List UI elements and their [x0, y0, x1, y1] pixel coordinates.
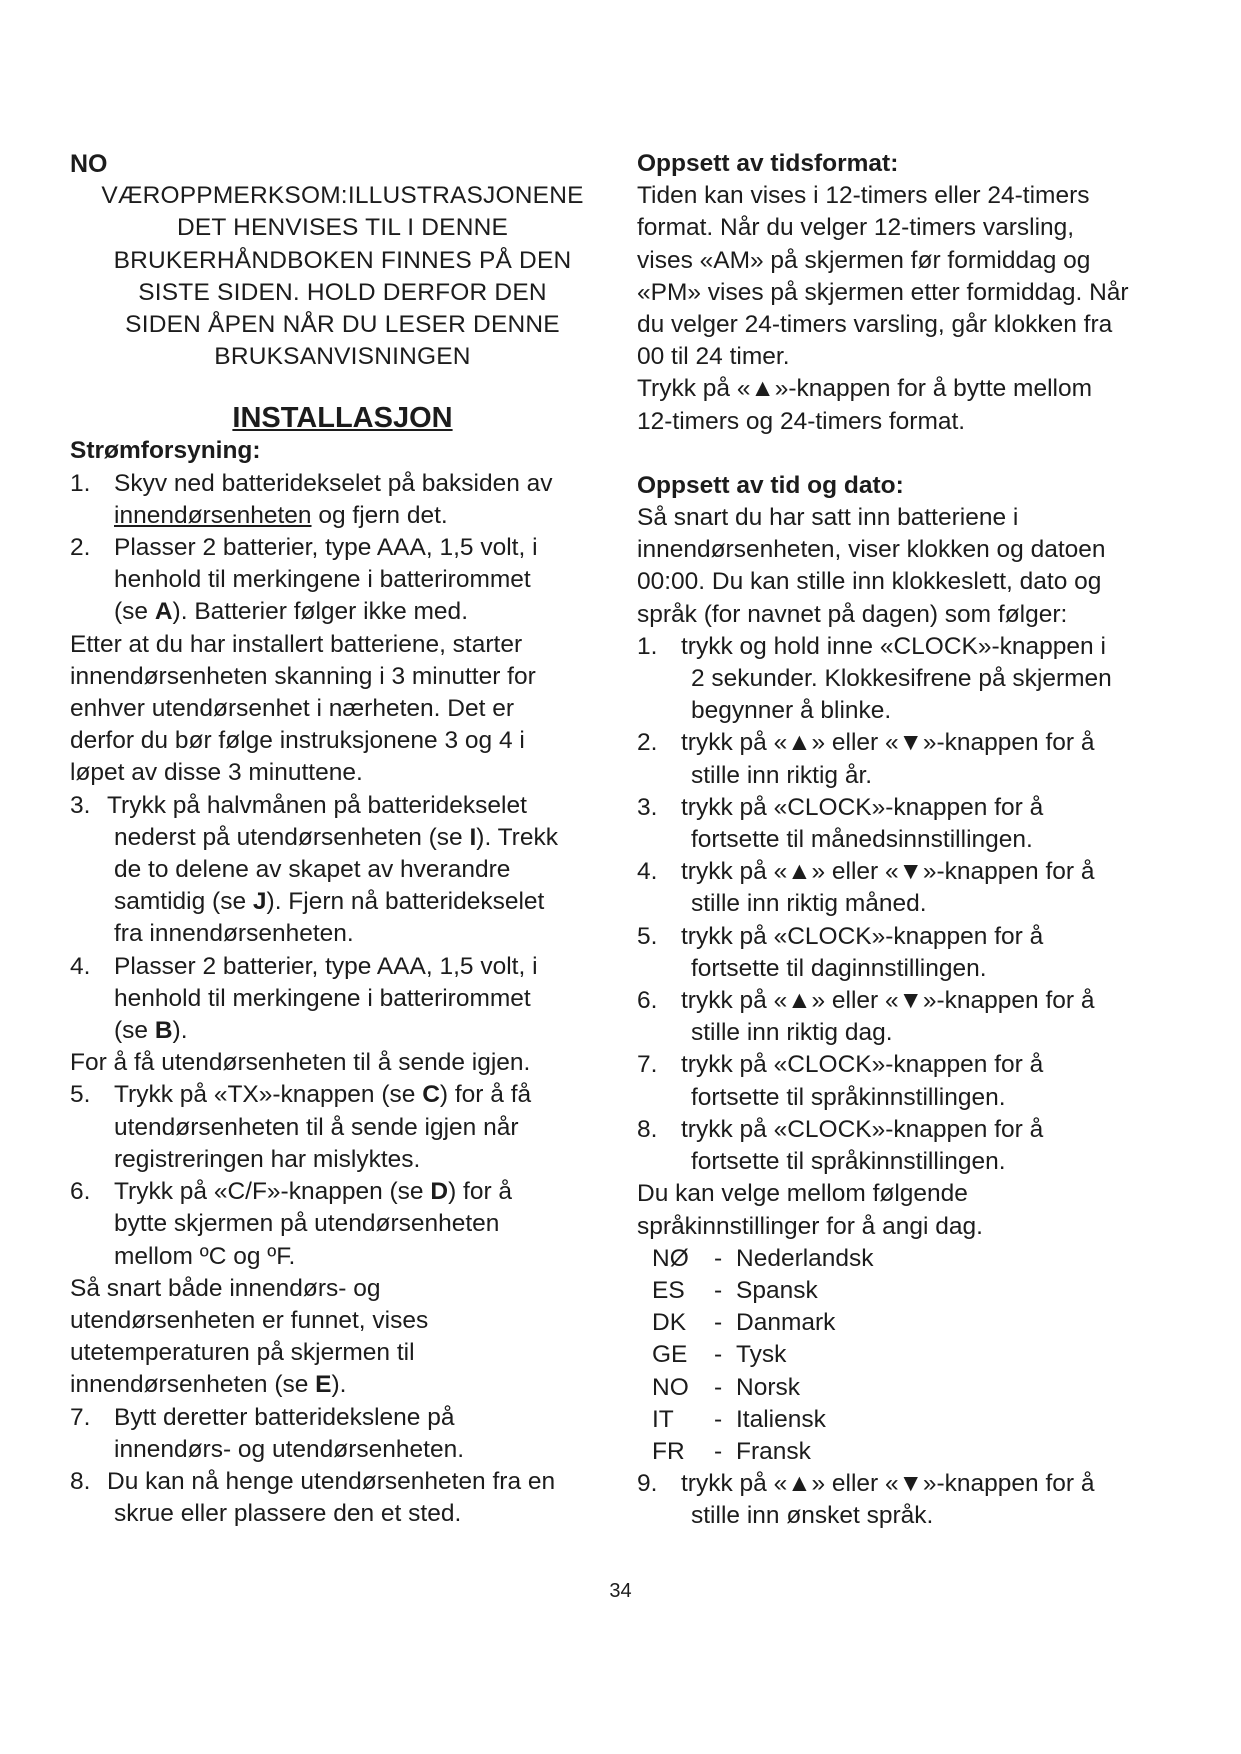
figure-ref: C	[422, 1081, 440, 1109]
separator: -	[714, 1276, 723, 1304]
language-intro: Du kan velge mellom følgende språkinnstillinger for å angi dag.	[637, 1180, 983, 1240]
section-title: INSTALLASJON	[232, 402, 453, 435]
figure-ref: E	[315, 1371, 332, 1399]
step-number: 8.	[637, 1115, 658, 1143]
step-4: 4. Plasser 2 batterier, type AAA, 1,5 volt, i henhold til merkingene i batterirommet (se B).	[70, 951, 615, 1048]
warning-line: DET HENVISES TIL I DENNE	[176, 214, 509, 242]
step-8-continuation: skrue eller plassere den et sted.	[114, 1500, 462, 1528]
step-line: Plasser 2 batterier, type AAA, 1,5 volt, i	[114, 534, 538, 562]
step-7: 7. Bytt deretter batteridekslene på innendørs- og utendørsenheten.	[70, 1402, 615, 1466]
warning-line: BRUKERHÅNDBOKEN FINNES PÅ DEN	[113, 246, 572, 274]
step-line: trykk på «▲» eller «▼»-knappen for å	[681, 987, 1095, 1015]
step-line: henhold til merkingene i batterirommet	[114, 566, 531, 594]
step-number: 4.	[70, 952, 91, 980]
language-code: DK	[652, 1309, 687, 1337]
step-line: trykk på «▲» eller «▼»-knappen for å	[681, 858, 1095, 886]
step-number: 9.	[637, 1470, 658, 1498]
step-8: 8. Du kan nå henge utendørsenheten fra en	[70, 1466, 615, 1498]
clock-step	[637, 792, 1197, 856]
step-number: 6.	[637, 987, 658, 1015]
separator: -	[714, 1244, 723, 1272]
language-row	[637, 1275, 1197, 1307]
step-number: 3.	[70, 791, 91, 819]
step-line: fortsette til daginnstillingen.	[691, 954, 987, 982]
clock-step	[637, 1114, 1197, 1178]
step-line: trykk på «CLOCK»-knappen for å	[681, 793, 1044, 821]
step-3-continuation: nederst på utendørsenheten (se I). Trekk de to delene av skapet av hverandre samtidig (se J). Fjern nå batteridekselet fra innendørsenheten.	[114, 823, 558, 948]
figure-ref: B	[154, 1017, 173, 1045]
clock-step	[637, 727, 1197, 791]
step-line: fortsette til månedsinnstillingen.	[691, 826, 1033, 854]
step-6: 6. Trykk på «C/F»-knappen (se D) for å bytte skjermen på utendørsenheten mellom ºC og ºF.	[70, 1176, 615, 1273]
language-name: Tysk	[736, 1341, 787, 1369]
language-code: IT	[652, 1405, 674, 1433]
language-name: Nederlandsk	[736, 1244, 874, 1272]
language-code: GE	[652, 1341, 688, 1369]
warning-line: SIDEN ÅPEN NÅR DU LESER DENNE	[125, 311, 560, 339]
separator: -	[714, 1373, 723, 1401]
separator: -	[714, 1341, 723, 1369]
language-name: Danmark	[736, 1309, 836, 1337]
language-row	[637, 1307, 1197, 1339]
paragraph-scan: Etter at du har installert batteriene, starter innendørsenheten skanning i 3 minutter for enhver utendørsenhet i nærheten. Det er derfor du bør følge instruksjonene 3 og 4 i løpet av disse 3 minuttene.	[70, 630, 536, 787]
power-supply-heading: Strømforsyning:	[70, 437, 261, 465]
language-row	[637, 1372, 1197, 1404]
separator: -	[714, 1437, 723, 1465]
page-number: 34	[609, 1580, 632, 1602]
step-line: innendørsenheten og fjern det.	[114, 501, 448, 529]
step-line: trykk på «CLOCK»-knappen for å	[681, 1115, 1044, 1143]
time-date-paragraph: Så snart du har satt inn batteriene i innendørsenheten, viser klokken og datoen 00:00. Du kan stille inn klokkeslett, dato og språk (for navnet på dagen) som følger:	[637, 504, 1106, 628]
spacer	[637, 438, 1197, 470]
step-line: begynner å blinke.	[691, 697, 892, 725]
clock-step	[637, 921, 1197, 985]
step-line: trykk på «▲» eller «▼»-knappen for å	[681, 729, 1095, 757]
warning-line: VÆROPPMERKSOM:ILLUSTRASJONENE	[101, 182, 584, 210]
step-line: Trykk på halvmånen på batteridekselet	[107, 791, 527, 819]
time-date-heading: Oppsett av tid og dato:	[637, 471, 904, 499]
step-number: 8.	[70, 1467, 91, 1495]
step-2	[70, 532, 615, 629]
step-3	[70, 790, 615, 822]
step-number: 4.	[637, 858, 658, 886]
language-row	[637, 1339, 1197, 1371]
language-name: Spansk	[736, 1276, 818, 1304]
language-code: FR	[652, 1437, 685, 1465]
language-name: Norsk	[736, 1373, 800, 1401]
warning-notice	[70, 180, 615, 373]
language-name: Italiensk	[736, 1405, 826, 1433]
underlined-term: innendørsenheten	[114, 501, 312, 529]
separator: -	[714, 1405, 723, 1433]
paragraph-resend: For å få utendørsenheten til å sende igjen.	[70, 1049, 531, 1077]
step-1	[70, 468, 615, 532]
language-name: Fransk	[736, 1437, 811, 1465]
step-number: 7.	[637, 1051, 658, 1079]
language-code: NØ	[652, 1244, 689, 1272]
step-line: stille inn riktig måned.	[691, 890, 927, 918]
clock-step	[637, 856, 1197, 920]
clock-step	[637, 985, 1197, 1049]
step-line: (se A). Batterier følger ikke med.	[114, 598, 468, 626]
separator: -	[714, 1309, 723, 1337]
language-code: NO	[652, 1373, 689, 1401]
language-row	[637, 1436, 1197, 1468]
figure-ref: I	[469, 823, 477, 851]
step-number: 1.	[637, 632, 658, 660]
step-number: 6.	[70, 1178, 91, 1206]
step-9: 9. trykk på «▲» eller «▼»-knappen for å stille inn ønsket språk.	[637, 1468, 1197, 1532]
step-line: stille inn riktig år.	[691, 761, 873, 789]
step-line: trykk på «CLOCK»-knappen for å	[681, 1051, 1044, 1079]
step-number: 1.	[70, 469, 91, 497]
clock-step	[637, 1049, 1197, 1113]
figure-ref: J	[252, 888, 267, 916]
figure-ref: D	[430, 1178, 449, 1206]
step-number: 3.	[637, 793, 658, 821]
step-line: trykk på «CLOCK»-knappen for å	[681, 922, 1044, 950]
step-number: 7.	[70, 1403, 91, 1431]
right-column	[637, 148, 1197, 1533]
language-list	[637, 1243, 1197, 1468]
step-line: trykk og hold inne «CLOCK»-knappen i	[681, 632, 1106, 660]
step-number: 2.	[637, 729, 658, 757]
language-tag: NO	[70, 150, 108, 178]
time-format-heading: Oppsett av tidsformat:	[637, 150, 899, 177]
step-line: fortsette til språkinnstillingen.	[691, 1148, 1006, 1176]
warning-line: SISTE SIDEN. HOLD DERFOR DEN	[138, 278, 547, 306]
step-number: 5.	[70, 1081, 91, 1109]
step-line: Skyv ned batteridekselet på baksiden av	[114, 469, 553, 497]
time-format-paragraph: Tiden kan vises i 12-timers eller 24-timers format. Når du velger 12-timers varsling, vises «AM» på skjermen før formiddag og «PM» vises på skjermen etter formiddag. Når du velger 24-timers varsling, går klokken fra 00 til 24 timer. Trykk på «▲»-knappen for å bytte mellom 12-timers og 24-timers format.	[637, 182, 1129, 435]
clock-steps-list	[637, 631, 1197, 1178]
clock-step	[637, 631, 1197, 728]
step-number: 2.	[70, 534, 91, 562]
language-row	[637, 1243, 1197, 1275]
step-line: 2 sekunder. Klokkesifrene på skjermen	[691, 665, 1112, 693]
language-code: ES	[652, 1276, 685, 1304]
warning-line: BRUKSANVISNINGEN	[214, 343, 471, 371]
step-number: 5.	[637, 922, 658, 950]
left-column	[70, 148, 615, 1530]
step-line: stille inn riktig dag.	[691, 1019, 893, 1047]
figure-ref: A	[154, 598, 173, 626]
paragraph-found: Så snart både innendørs- og utendørsenheten er funnet, vises utetemperaturen på skjermen til innendørsenheten (se E).	[70, 1274, 429, 1399]
step-line: fortsette til språkinnstillingen.	[691, 1083, 1006, 1111]
step-5: 5. Trykk på «TX»-knappen (se C) for å få utendørsenheten til å sende igjen når registreringen har mislyktes.	[70, 1079, 615, 1176]
language-row	[637, 1404, 1197, 1436]
